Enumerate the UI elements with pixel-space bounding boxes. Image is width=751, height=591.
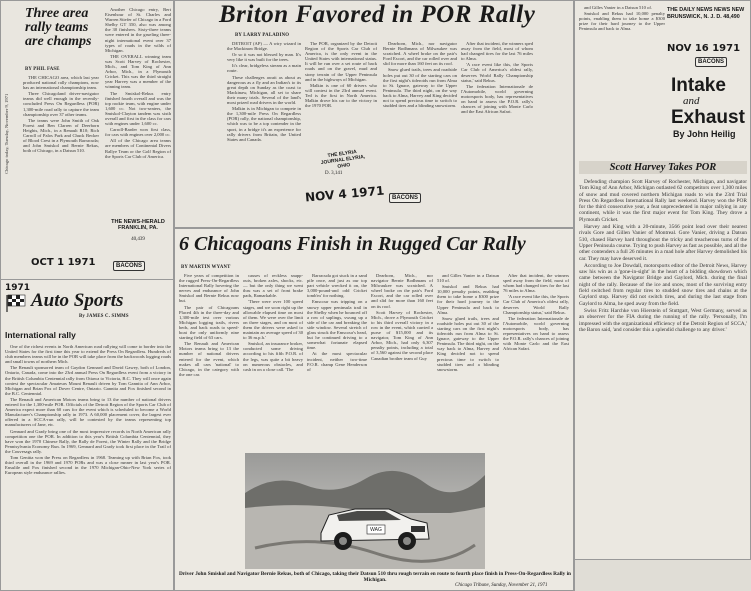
paragraph: THE CHICAGO area, which last year produced national rally champions, now has an international championship team. xyxy=(23,75,99,91)
paragraph: Carroll-Barder won first class, for cars with engines over 2,000 cc. xyxy=(105,127,171,138)
photo-caption: Driver John Smiskol and Navigator Bernie Rekus, both of Chicago, taking their Datsun 510 thru rough terrain en route to fourth place finish in Press-On-Regardless Rally in Michigan. xyxy=(179,571,571,583)
paragraph: These challenges await as about as dangerous as a fly and an Indian's to its great depth on Sunday as the coast to Mackinaw, Michigan, all set to share their many trials. Several of the land's most prized road drivers in the world. xyxy=(227,74,301,106)
clip-briton-favored xyxy=(174,0,574,228)
briton-col-b xyxy=(305,41,377,161)
subhead-harvey: Scott Harvey Takes POR xyxy=(579,161,747,174)
bacons-stamp: BACONS xyxy=(113,261,145,271)
paragraph: Smiskol and Rekus had 10,000 penalty points, enabling them to take home a $300 prize for their hard journey to the Upper Peninsula and back to Alma. xyxy=(437,284,499,315)
handwritten-year: 1971 xyxy=(5,283,31,293)
clip-rally-teams-col-b xyxy=(105,7,171,212)
auto-sports-title: Auto Sports xyxy=(31,290,124,311)
paragraph: It's clear, bridgeless stream as a main route. xyxy=(227,63,301,74)
paragraph: Snow glued trails, trees and roadside holes put out 30 of the starting cars on the first night's tideroids run from Alma to St. Ignace, gateway to the Upper Peninsula. The third night, on the way back to Alma, Harvey and King decided not to spend precious time to switch to studded tires and a blinding snowstorm. xyxy=(437,315,499,372)
handwritten-date: NOV 4 1971 xyxy=(304,183,385,205)
headline-three-area: Three area rally teams are champs xyxy=(25,6,92,49)
byline-wyant: BY MARTIN WYANT xyxy=(181,265,231,270)
photo-plate-text: WAG xyxy=(370,527,382,533)
paragraph: and Gilles Vanier in a Datsun 510 of. xyxy=(437,273,499,284)
paragraph: Emscour was tripping on a snowy upper peninsula trail in the Shelby when he bounced off a row of saplings, swung up a side of the car and breaking the side window. Several stretch of glass struck the Emscour's head, but he continued driving to a somewhat fortunate elapsed time. xyxy=(307,299,367,351)
briton-col-a xyxy=(227,41,301,226)
intake-col-left xyxy=(579,5,665,157)
paragraph: Five years of competition in the rugged Press-On-Regardless International Rally hovering the nerves and endurance of John Smiskol and Bernie Rekus now but. xyxy=(179,273,239,304)
paragraph: 'A race event like this, the Sports Car Club of America's oldest rally, deserves World Rally Championship status,' said Rekus. xyxy=(461,62,533,83)
main-col-5 xyxy=(437,273,499,449)
paragraph: According to Joe Dowdall, motorsports editor of the Detroit News, Harvey saw his win as a 'gone-in-sight' in the heart of a bidding showdown which came between the Navigator Bridge and Gaylord, Mich. during the final night of the rally. Because of the ice and snow, most of the surviving entry field switched from regular tires to studded snow tires and chains at the Gaylord stop. Harvey did not switch tires, and during the last stage from Gaylord to Alma, he sped away from the field. xyxy=(579,262,747,307)
intake-logo xyxy=(671,75,749,157)
main-col-2 xyxy=(243,273,303,449)
subhead-international-rally: International rally xyxy=(5,330,76,340)
daily-news-source: THE DAILY NEWS NEWS NEW BRUNSWICK, N. J. D. 48,490 xyxy=(667,7,745,20)
paragraph: The federation Internationale de l'Automobile, world governing motorsports body, has representatives on hand to assess the P.O.R. rally's chances of joining with Monte Carlo and the East African Safari. xyxy=(461,83,533,115)
paragraph: causes of reckless snapp-outs, broken axles, shocks, etc. — but the only thing we went thru was a set of front brake pads, Ramarkable. xyxy=(243,273,303,299)
paragraph: Dearborn, Mich., nor navigator Bernie Bodhmans of Milwaukee was scratched. A wheel broke on the pair's Ford Escort, and the car rolled over and slid for more than 160 feet on its roof. xyxy=(383,41,457,67)
paragraph: The Renault sponsored team of Gaydon Gennard and David Gawey, both of London, Ontario, Canada, come into the 23rd annual Press On Regardless event from a victory in the British Columbia Centennial rally from Ottawa to Victoria, B.C. They will once again contest the spectacular Amateurs Mount Renault driven by Tom Gannita of Ann Arbor, Michigan and Brian Fox of Dover Centre, Ontario. Gannita and Fox finished second in the B.C. Centennial. xyxy=(5,365,171,396)
paragraph: At the most spectacular incident, neither two-time P.O.R. champ Gene Henderson of xyxy=(307,351,367,372)
handwritten-date: NOV 16 1971 xyxy=(667,43,741,54)
clip-main-story xyxy=(174,228,574,591)
paragraph: and Gilles Vanier in a Datsun 510 of. xyxy=(584,5,653,10)
paragraph: The pair of Chicagoans Placed 4th in the three-day and 1,300-mile test over various Michigan logging trails, rivers beds, and back roads to speed-boat the only uniformly nine starting field of 63 cars. xyxy=(179,304,239,341)
paragraph: The Renault and American Motors teams bring to 13 the number of national drivers entered for the event, which makes all cars 'national' to Chicago, in the category with the one car. xyxy=(179,341,239,377)
paragraph: The Smiskol-Rekus entry finished fourth overall and was the top rookie team, with engine under 1,600 cc. Not two-seaters, the Smiskol-Clayton tandem was sixth overall and first in the class for cars with engines under 1,600 cc. xyxy=(105,90,171,127)
paragraph: The Renault and American Motors teams bring to 13 the number of national drivers entered for the 1,300-mile POR. Officials of the Detroit Region of the Sports Car Club of America expect more than 60 cars for the event which is scheduled to become a World Manufacturer's Championship rally in 1973. A 60,000 placement cover, the largest ever offered in a SCCA-run rally, will be contested by the teams representing top manufacturers of Jane, etc. xyxy=(5,396,171,428)
intake-body xyxy=(579,179,747,557)
paragraph: Harvey and King with a 20-minute, 3566 point lead over their nearest rivals Gore and Gillen Vanier of Montreal. Gore Vanier, driving a Datsun 510, chased Harvey hard throughout the tricky and treacherous turns of the Upper Peninsula course. Trying to push Harvey as fast as possible, and all the other contenders a full 26 minutes in a mad hole after Harvey demolished his car. They may have deserved it. xyxy=(579,224,747,262)
clip-intake-exhaust xyxy=(574,0,751,560)
paragraph: Scott Harvey of Rochester, Mich., drove a Plymouth Cricket to his third overall victory in a row in the event, which carried a purse of $15,000 and its navigator, Tom King of Ann Arbor, Mich., had only 6,307 penalty points, including a total of 3,560 against the second place Canadian brother team of Guy xyxy=(371,309,433,361)
heilig-byline: By John Heilig xyxy=(673,129,736,139)
paragraph: After that incident, the winners sped away from the field, most of whom had changed tires for the last 76 miles to Alma. xyxy=(503,273,569,294)
paragraph: The teams were John Smith of Oak Forest and Ben Clarren of Deerborn Heights, Mich., in a Renault R10; Rich Carroll of Palos Park and Chuck Becker of Blood Crest in a Plymouth Barracuda; and John Smiskol and Bernie Rekus, both of Chicago, in a Datsun 510. xyxy=(23,117,99,154)
paragraph: DETROIT (AP) — A wiry wizard in the Mackinaw Bridge. xyxy=(227,41,301,52)
clip-rally-teams-col-a xyxy=(23,75,99,245)
paragraph: Dearborn, Mich., nor navigator Bernie Bodhmans of Milwaukee was scratched. A wheel broke on the pair's Ford Escort, and the car rolled over and slid for more than 160 feet on its roof. xyxy=(371,273,433,309)
main-col-4 xyxy=(371,273,433,449)
rally-car-photo xyxy=(245,453,485,569)
paragraph: One of the richest events in North American road rallying will come to border into the United States for the first time this year to extend the Press On Regardless. Hundreds of club members teams will be in the POR will take place from the backwoods logging roads and small towns of northern Mich. xyxy=(5,344,171,365)
paragraph: Barracuda got stuck in a sand pile once, and just as our top part vehicle wrecked it on, the 3,000-pound-and odd Cricket tomb'm' for nothing. xyxy=(307,273,367,299)
paragraph: Swiss Fritz Harchke von Hierstein of Stuttgart, West Germany, served as an observer for the FIA during the running of the rally. 'Personally, I'm impressed with the organizational efficiency of the Detroit Region of SCCA,' the Baron said, 'and consider this a splendid challenge to any driver.' xyxy=(579,307,747,333)
paragraph: After that incident, the winners sped away from the field, most of whom had changed tires for the last 76 miles to Alma. xyxy=(461,41,533,62)
bacons-stamp: BACONS xyxy=(695,57,727,67)
clip-rally-teams xyxy=(0,0,174,280)
checkered-flag-icon xyxy=(5,294,27,312)
bottom-strip xyxy=(574,560,751,591)
paragraph: Tom Genitta won the Press on Regardless in 1968. Teaming up with Brian Fox, took third overall in the 1969 and 1970 PORs and was a close runner in last year's POR. Ensulile and Fox finished second in the 1970 Michigan-Ohio-New York series of European style endurance rallies. xyxy=(5,454,171,476)
bacons-stamp: BACONS xyxy=(389,193,421,203)
paragraph: All of the Chicago area teams are members of Continental Divers Rallye Team or the Golf Region of the Sports Car Club of America. xyxy=(105,138,171,159)
paragraph: THE OVERALL winning team was Scott Harvey of Rochester, Mich., and Tom King of Ann Arbor, Mich., in a Plymouth Cricket. This was the third straight year Harvey was a member of the winning team. xyxy=(105,53,171,90)
handwritten-date: OCT 1 1971 xyxy=(31,257,96,268)
paragraph: 'There were over 100 speed stages, and we soon right up the allowable elapsed time on most of them. We were over the limit on three stages, and on most of them the drivers were asked to maintain an average speed of 30 to 36 m.p.h.' xyxy=(243,299,303,341)
clip-auto-sports xyxy=(0,280,174,591)
paragraph: Malkin is in Michigan to compete in the 1,300-mile Press On Regardless (POR) rally, the national championship, which was to be a top contender in the sport, in a bridge it's an experience for rally drivers from Britain, the United States and Canada. xyxy=(227,106,301,142)
elyria-journal-figure: D. 3,141 xyxy=(325,171,343,176)
paragraph: Or so it was not blessed by man. It's very like it was built for the trees. xyxy=(227,52,301,63)
headline-briton: Briton Favored in POR Rally xyxy=(219,1,536,28)
source-figure: 40,439 xyxy=(131,237,145,242)
briton-col-d xyxy=(461,41,533,226)
intake-title: Intake xyxy=(671,75,726,96)
paragraph: Snow glued trails, trees and roadside holes put out 30 of the starting cars on the first night's tideroids run from Alma to St. Ignace, gateway to the Upper Peninsula. The third night, on the way back to Alma, Harvey and King decided not to spend precious time to switch to studded tires and a blinding snowstorm. xyxy=(383,67,457,109)
paragraph: Smiskol and Rekus had 10,000 penalty points, enabling them to take home a $300 prize for their hard journey to the Upper Peninsula and back to Alma. xyxy=(579,11,665,32)
main-col-6 xyxy=(503,273,569,449)
briton-col-c xyxy=(383,41,457,161)
byline-simms: By JAMES C. SIMMS xyxy=(79,314,129,319)
main-col-3 xyxy=(307,273,367,449)
tribune-footer: Chicago Tribune, Sunday, November 21, 1971 xyxy=(455,583,548,588)
paragraph: Malkin is one of 60 drivers who will contest in the 23rd annual event. Ted is the first in North America. Malkin drove his car to the victory in the 1970 POR. xyxy=(305,82,377,109)
exhaust-title: Exhaust xyxy=(671,107,745,128)
clip-side-caption: Chicago today, Tuesday, November 9, 1971 xyxy=(4,93,9,174)
paragraph: Three Chicagoland driver-navigator teams did well enough in the recently-concluded Press On Regardless (POR) 1,300-mile road rally to capture the team championship over 37 other teams. xyxy=(23,91,99,117)
paragraph: The POR, organized by the Detroit Region of the Sports Car Club of America, is the only event in the United States with international status. It will be run over a set route of back roads and on the gravel, mud and stony terrain of the Upper Peninsula and in the highways of Michigan. xyxy=(305,41,377,82)
intake-and: and xyxy=(683,95,700,107)
paragraph: Another Chicago entry, Bert Eisenhour of St. Charles and Warren Stiefer of Chicago in a Ford Shelby GT 350, also was among the 30 finishers. Sixty-three teams were entered in the grueling three-night international event over 37 types of roads in the wilds of Michigan. xyxy=(105,7,171,53)
main-col-1 xyxy=(179,273,239,493)
paragraph: Smiskol, an insurance broker, conducted some driving according to his fifth P.O.R. of the legs, was quite a bit heavy on numerous obstacles, and cash in on a close call. 'The xyxy=(243,341,303,372)
auto-sports-body xyxy=(5,344,171,588)
byline-paladino: BY LARRY PALADINO xyxy=(235,33,290,38)
source-label: THE NEWS-HERALD FRANKLIN, PA. xyxy=(111,219,165,231)
paragraph: 'A race event like this, the Sports Car Club of America's oldest rally, deserves World Rally Championship status,' said Rekus. xyxy=(503,294,569,315)
elyria-journal-label: THE ELYRIA JOURNAL ELYRIA, OHIO xyxy=(320,149,366,170)
paragraph: Defending champion Scott Harvey of Rochester, Michigan, and navigator Tom King of Ann Arbor, Michigan outlasted 62 competitors over 1,300 miles of snow and mud covered northern Michigan roads to win the 23rd Trial Press On Regardless International Rally last weekend. Harvey won the POR for the third consecutive year, a feat unprecedented in major rallying in any continent, while it was the first major event for Tom King. They drove a Plymouth Cricket. xyxy=(579,179,747,223)
paragraph: The federation Internationale de l'Automobile, world governing motorsports body, has representatives on hand to assess the P.O.R. rally's chances of joining with Monte Carlo and the East African Safari. xyxy=(503,315,569,352)
headline-six-chicagoans: 6 Chicagoans Finish in Rugged Car Rally xyxy=(179,233,526,255)
byline-phil-fase: BY PHIL FASE xyxy=(25,67,60,72)
paragraph: Gennard and Grady bring one of the most impressive records in North American rally competition one the POR. In addition to this year's British Columbia Centennial, they have won the 1970 Chinese Rally, the Rally de Forest, the Winter Rally and the Bridge Pennisylvania Economy Run. In 1969, Gennard and Grady took first place in the Trail of the Couvesags rally. xyxy=(5,428,171,454)
